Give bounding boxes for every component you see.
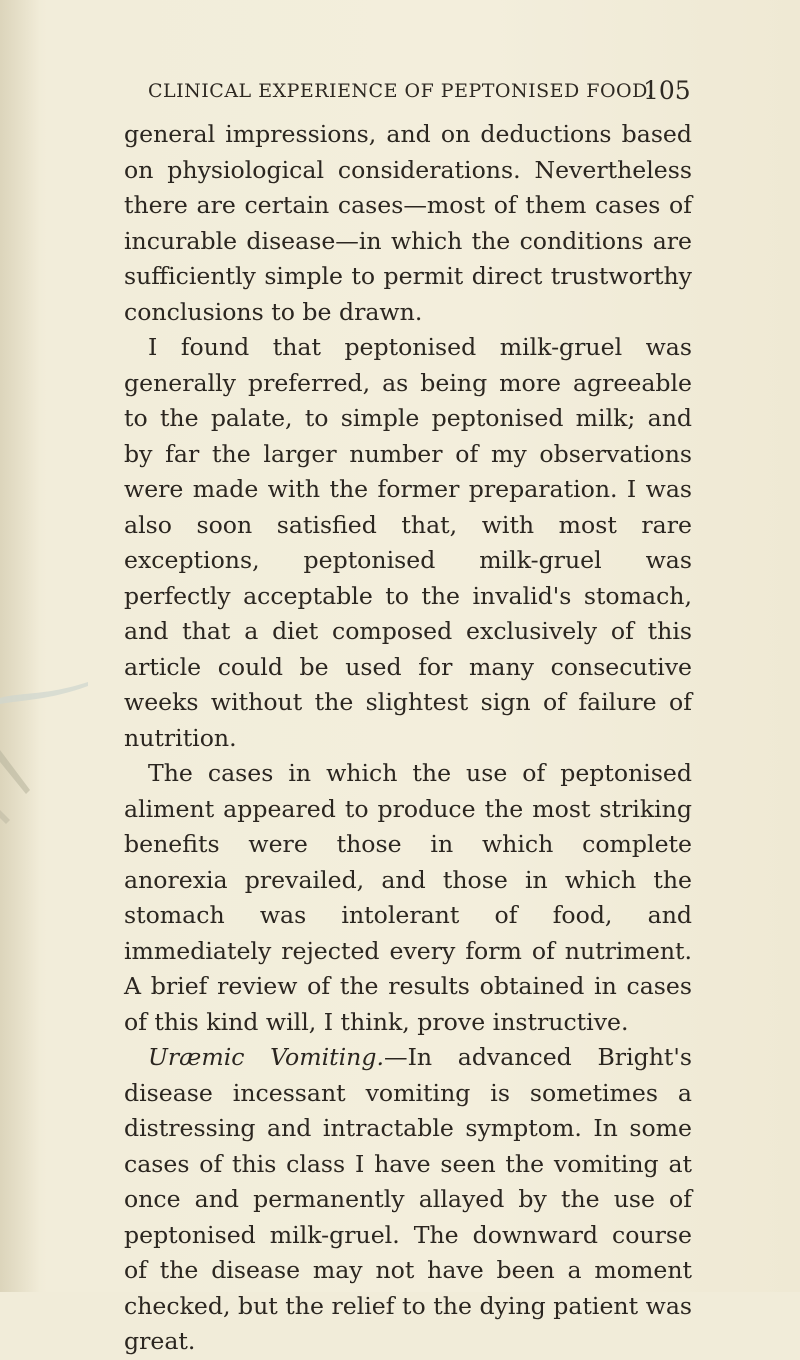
paragraph-4-text: —In advanced Bright's disease incessant vomiting is sometimes a distressing and intractable symptom. In some cases of this class I have seen the vomiting at once and permanently allayed by the use of peptonised milk-gruel. The downward course of the disease may not have been a moment checked, but the relief to the dying patient was great. [124, 1043, 692, 1355]
margin-crease-mark [0, 750, 40, 850]
section-heading-uraemic-vomiting: Uræmic Vomiting. [148, 1043, 384, 1071]
paragraph-2: I found that peptonised milk-gruel was generally preferred, as being more agreeable to the palate, to simple peptonised milk; and by far the larger number of my observations were made with the former preparation. I was also soon satisfied that, with most rare exceptions, peptonised milk-gruel was perfectly acceptable to the invalid's stomach, and that a diet composed exclusively of this article could be used for many consecutive weeks without the slightest sign of failure of nutrition. [124, 333, 692, 752]
paragraph-3: The cases in which the use of peptonised aliment appeared to produce the most striking benefits were those in which complete anorexia prevailed, and those in which the stomach was intolerant of food, and immediately rejected every form of nutriment. A brief review of the results obtained in cases of this kind will, I think, prove instructive. [124, 759, 692, 1036]
page-number: 105 [643, 76, 691, 105]
running-head-title: CLINICAL EXPERIENCE OF PEPTONISED FOOD. [148, 80, 654, 102]
paragraph-1: general impressions, and on deductions based on physiological considerations. Nevertheless there are certain cases—most of them cases of incurable disease—in which the conditions are sufficiently simple to permit direct trustworthy conclusions to be drawn. [124, 120, 692, 326]
gutter-shadow [0, 0, 40, 1292]
body-text [124, 117, 692, 1360]
page-stain-mark [0, 670, 90, 710]
paragraph-4 [124, 1040, 692, 1360]
